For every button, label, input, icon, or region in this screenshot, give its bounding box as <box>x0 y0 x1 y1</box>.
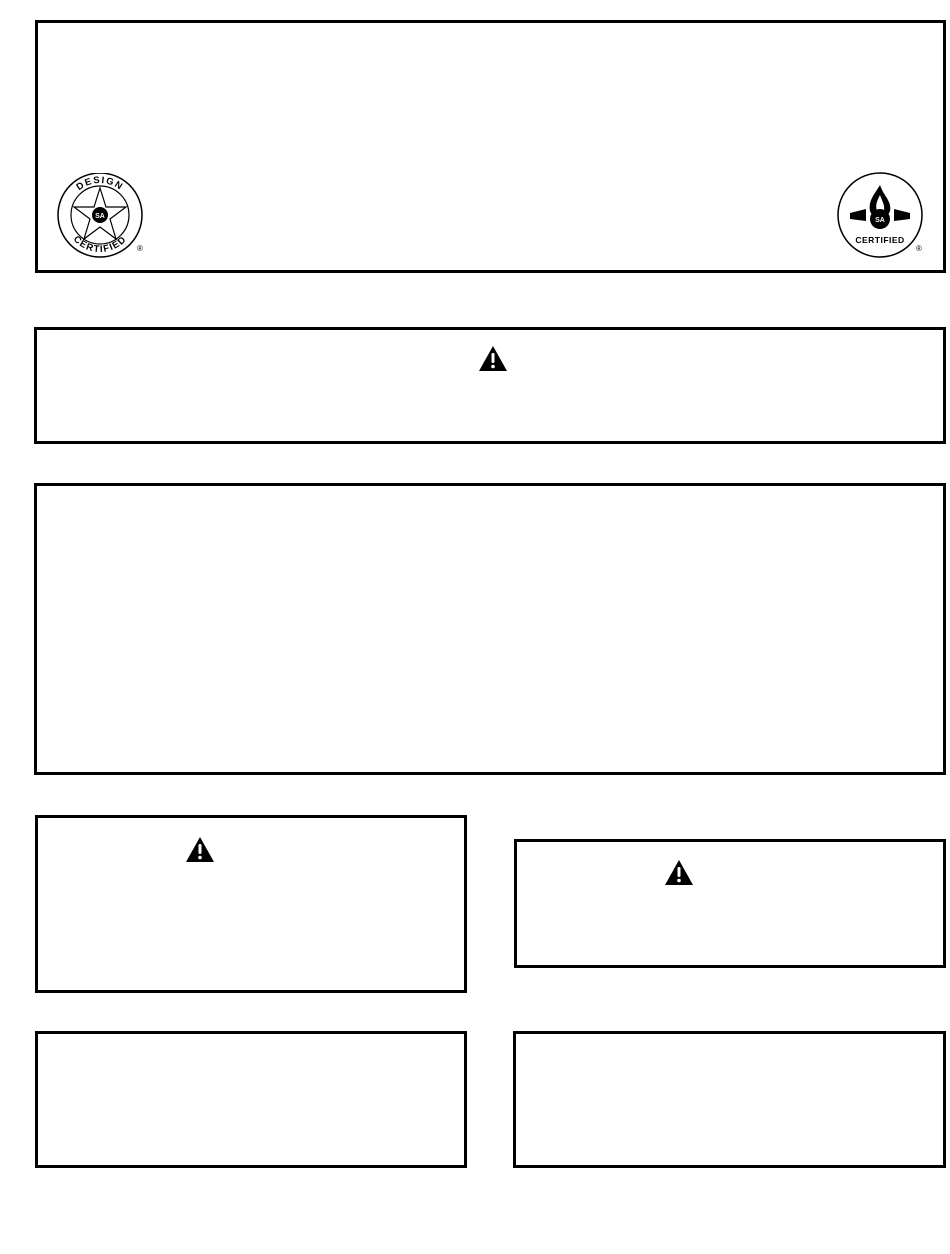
notice-box-bottom-left <box>35 1031 467 1168</box>
design-seal-arc-top-text: DESIGN <box>74 174 126 194</box>
warning-triangle-icon <box>478 345 508 372</box>
warning-triangle-icon <box>664 859 694 886</box>
design-seal-center-mark: SA <box>95 213 105 220</box>
warning-box-left <box>35 815 467 993</box>
gas-flame-certified-seal-icon <box>836 171 928 261</box>
certification-header-box <box>35 20 946 273</box>
warning-box-top <box>34 327 946 444</box>
gas-seal-registered-mark: ® <box>916 244 922 253</box>
information-box-large <box>34 483 946 775</box>
design-certified-seal-icon <box>56 173 146 261</box>
gas-seal-caption: CERTIFIED <box>855 235 905 245</box>
notice-box-bottom-right <box>513 1031 946 1168</box>
warning-box-right <box>514 839 946 968</box>
design-seal-registered-mark: ® <box>137 244 143 253</box>
gas-seal-center-mark: SA <box>875 217 885 224</box>
warning-triangle-icon <box>185 836 215 863</box>
design-seal-arc-bottom-text: CERTIFIED <box>70 233 130 256</box>
